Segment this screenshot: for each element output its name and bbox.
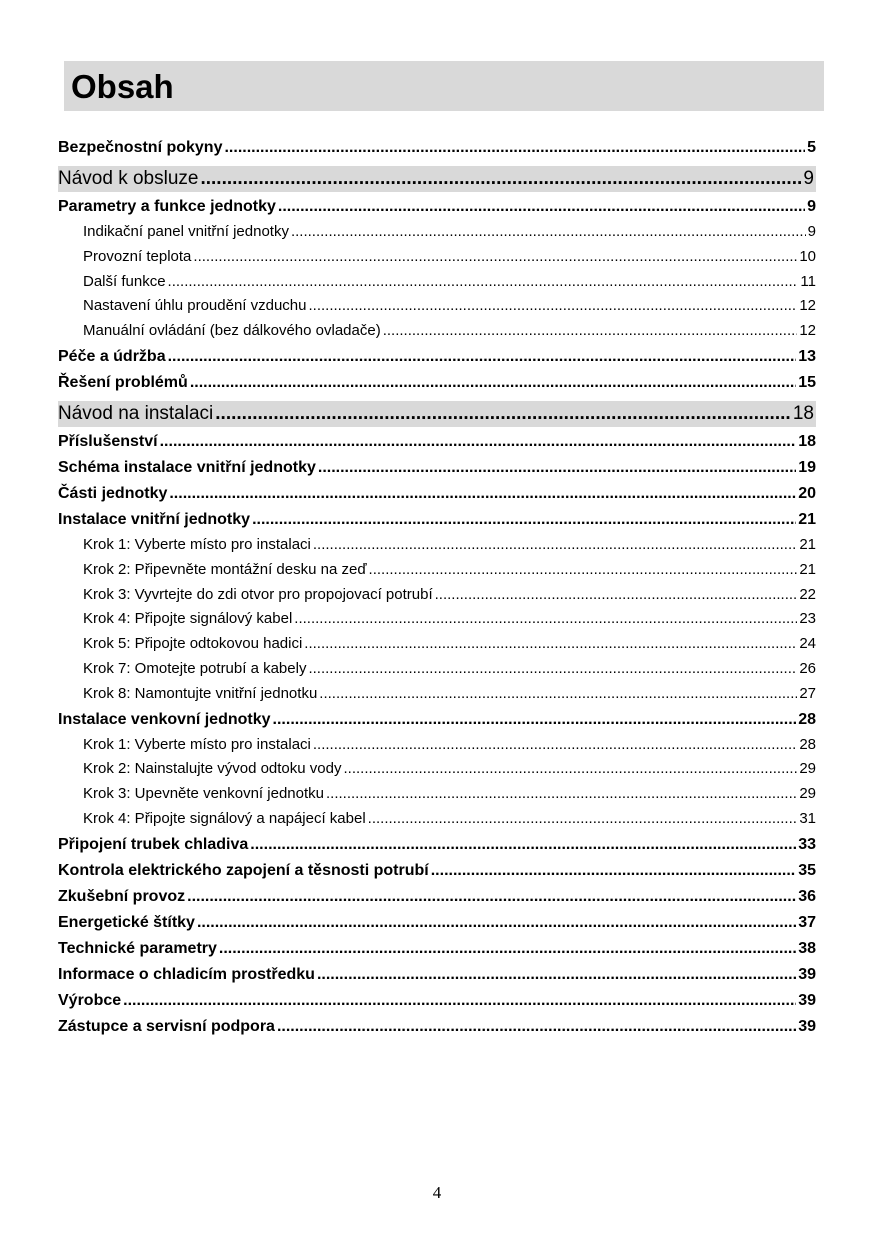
toc-entry[interactable] [58, 1014, 816, 1040]
toc-entry-label: Krok 5: Připojte odtokovou hadici [83, 635, 303, 653]
toc-entry-page: 24 [799, 635, 816, 653]
dot-leader [291, 220, 806, 245]
toc-entry[interactable] [58, 135, 816, 161]
dot-leader [193, 245, 797, 270]
toc-entry-label: Bezpečnostní pokyny [58, 139, 223, 156]
dot-leader [383, 319, 798, 344]
toc-entry[interactable] [58, 507, 816, 533]
toc-entry[interactable] [58, 962, 816, 988]
table-of-contents [58, 135, 816, 1040]
toc-entry-label: Krok 1: Vyberte místo pro instalaci [83, 735, 311, 753]
dot-leader [273, 707, 797, 733]
toc-entry-page: 9 [807, 198, 816, 215]
dot-leader [294, 607, 797, 632]
toc-entry-page: 11 [800, 272, 816, 290]
toc-subentry[interactable] [58, 757, 816, 782]
toc-subentry[interactable] [58, 682, 816, 707]
toc-entry-page: 39 [798, 991, 816, 1009]
toc-entry-page: 29 [799, 760, 816, 778]
toc-entry-label: Instalace venkovní jednotky [58, 710, 271, 728]
toc-entry-label: Řešení problémů [58, 373, 188, 391]
toc-entry-label: Návod na instalaci [58, 402, 214, 424]
dot-leader [219, 936, 796, 962]
toc-entry-page: 21 [798, 510, 816, 528]
toc-entry-page: 31 [799, 809, 816, 827]
dot-leader [326, 782, 797, 807]
toc-entry-page: 37 [798, 913, 816, 931]
toc-entry-label: Instalace vnitřní jednotky [58, 510, 251, 528]
dot-leader [318, 455, 796, 481]
toc-entry-label: Části jednotky [58, 484, 168, 502]
page-title: Obsah [71, 68, 174, 105]
dot-leader [313, 533, 797, 558]
dot-leader [304, 632, 797, 657]
dot-leader [369, 558, 798, 583]
toc-entry-page: 9 [807, 223, 816, 240]
toc-entry-label: Informace o chladicím prostředku [58, 965, 315, 983]
toc-entry[interactable] [58, 707, 816, 733]
toc-section-heading[interactable] [58, 401, 816, 427]
dot-leader [200, 166, 801, 192]
toc-entry-label: Krok 4: Připojte signálový kabel [83, 610, 293, 628]
toc-entry[interactable] [58, 370, 816, 396]
dot-leader [123, 988, 796, 1014]
dot-leader [319, 682, 797, 707]
dot-leader [368, 807, 798, 832]
toc-entry[interactable] [58, 936, 816, 962]
dot-leader [168, 344, 797, 370]
toc-entry-label: Technické parametry [58, 939, 217, 957]
toc-entry[interactable] [58, 988, 816, 1014]
dot-leader [252, 507, 796, 533]
toc-entry-page: 21 [799, 535, 816, 553]
dot-leader [343, 757, 797, 782]
toc-entry-label: Péče a údržba [58, 347, 166, 365]
toc-entry-label: Krok 1: Vyberte místo pro instalaci [83, 535, 311, 553]
dot-leader [431, 858, 796, 884]
toc-entry-page: 39 [798, 965, 816, 983]
toc-subentry[interactable] [58, 533, 816, 558]
toc-entry[interactable] [58, 344, 816, 370]
dot-leader [435, 583, 798, 608]
toc-subentry[interactable] [58, 319, 816, 344]
toc-subentry[interactable] [58, 657, 816, 682]
dot-leader [250, 832, 796, 858]
dot-leader [168, 270, 799, 295]
toc-entry-label: Krok 3: Vyvrtejte do zdi otvor pro propojovací potrubí [83, 585, 433, 603]
toc-entry[interactable] [58, 481, 816, 507]
toc-entry-page: 20 [798, 484, 816, 502]
toc-entry-label: Schéma instalace vnitřní jednotky [58, 458, 316, 476]
toc-entry-label: Krok 2: Nainstalujte vývod odtoku vody [83, 760, 342, 778]
toc-entry-label: Zkušební provoz [58, 887, 186, 905]
title-bar [64, 61, 824, 111]
toc-entry-label: Připojení trubek chladiva [58, 835, 249, 853]
toc-entry[interactable] [58, 910, 816, 936]
toc-entry-page: 28 [798, 710, 816, 728]
toc-subentry[interactable] [58, 270, 816, 295]
toc-entry[interactable] [58, 455, 816, 481]
toc-entry-label: Příslušenství [58, 432, 158, 450]
toc-entry-page: 5 [807, 139, 816, 156]
toc-entry-page: 26 [799, 659, 816, 677]
dot-leader [215, 401, 791, 427]
toc-entry[interactable] [58, 194, 816, 220]
toc-entry-label: Krok 2: Připevněte montážní desku na zeď [83, 560, 367, 578]
toc-entry-page: 18 [792, 402, 814, 424]
dot-leader [277, 1014, 796, 1040]
toc-entry-label: Krok 7: Omotejte potrubí a kabely [83, 659, 307, 677]
toc-entry-page: 22 [799, 585, 816, 603]
toc-entry-label: Parametry a funkce jednotky [58, 198, 276, 215]
toc-entry-label: Krok 4: Připojte signálový a napájecí kabel [83, 809, 366, 827]
dot-leader [313, 733, 797, 758]
toc-entry-label: Energetické štítky [58, 913, 195, 931]
toc-subentry[interactable] [58, 782, 816, 807]
toc-entry-page: 19 [798, 458, 816, 476]
toc-entry-label: Provozní teplota [83, 247, 192, 265]
dot-leader [197, 910, 796, 936]
toc-entry-page: 12 [799, 322, 816, 340]
dot-leader [160, 429, 797, 455]
toc-entry[interactable] [58, 884, 816, 910]
toc-entry-label: Výrobce [58, 991, 122, 1009]
toc-entry-label: Krok 3: Upevněte venkovní jednotku [83, 785, 324, 803]
toc-entry[interactable] [58, 832, 816, 858]
toc-subentry[interactable] [58, 607, 816, 632]
toc-entry[interactable] [58, 429, 816, 455]
toc-subentry[interactable] [58, 245, 816, 270]
page-number: 4 [432, 1183, 442, 1202]
toc-entry-page: 13 [798, 347, 816, 365]
toc-entry-page: 35 [798, 861, 816, 879]
toc-entry-page: 15 [798, 373, 816, 391]
toc-entry-page: 9 [803, 168, 814, 189]
toc-subentry[interactable] [58, 807, 816, 832]
toc-subentry[interactable] [58, 583, 816, 608]
dot-leader [278, 194, 805, 220]
toc-entry-page: 10 [799, 247, 816, 265]
toc-entry-page: 12 [799, 297, 816, 315]
toc-entry-label: Krok 8: Namontujte vnitřní jednotku [83, 684, 318, 702]
toc-entry-page: 29 [799, 785, 816, 803]
toc-entry-page: 39 [798, 1017, 816, 1035]
toc-subentry[interactable] [58, 294, 816, 319]
toc-entry-page: 38 [798, 939, 816, 957]
dot-leader [308, 294, 797, 319]
toc-entry-label: Zástupce a servisní podpora [58, 1017, 275, 1035]
toc-entry-page: 23 [799, 610, 816, 628]
toc-subentry[interactable] [58, 733, 816, 758]
toc-subentry[interactable] [58, 220, 816, 245]
dot-leader [224, 135, 805, 161]
toc-entry-page: 33 [798, 835, 816, 853]
toc-entry-page: 21 [799, 560, 816, 578]
toc-section-heading[interactable] [58, 166, 816, 192]
toc-entry-page: 27 [799, 684, 816, 702]
dot-leader [187, 884, 796, 910]
toc-entry[interactable] [58, 858, 816, 884]
toc-subentry[interactable] [58, 558, 816, 583]
toc-entry-page: 28 [799, 735, 816, 753]
toc-entry-label: Nastavení úhlu proudění vzduchu [83, 297, 307, 315]
toc-entry-label: Manuální ovládání (bez dálkového ovladače) [83, 322, 381, 340]
toc-entry-page: 36 [798, 887, 816, 905]
toc-entry-label: Návod k obsluze [58, 168, 199, 189]
toc-entry-page: 18 [798, 432, 816, 450]
toc-entry-label: Další funkce [83, 272, 166, 290]
toc-entry-label: Indikační panel vnitřní jednotky [83, 223, 289, 240]
toc-entry-label: Kontrola elektrického zapojení a těsnosti potrubí [58, 861, 429, 879]
toc-subentry[interactable] [58, 632, 816, 657]
dot-leader [317, 962, 796, 988]
dot-leader [190, 370, 796, 396]
dot-leader [308, 657, 797, 682]
dot-leader [169, 481, 796, 507]
